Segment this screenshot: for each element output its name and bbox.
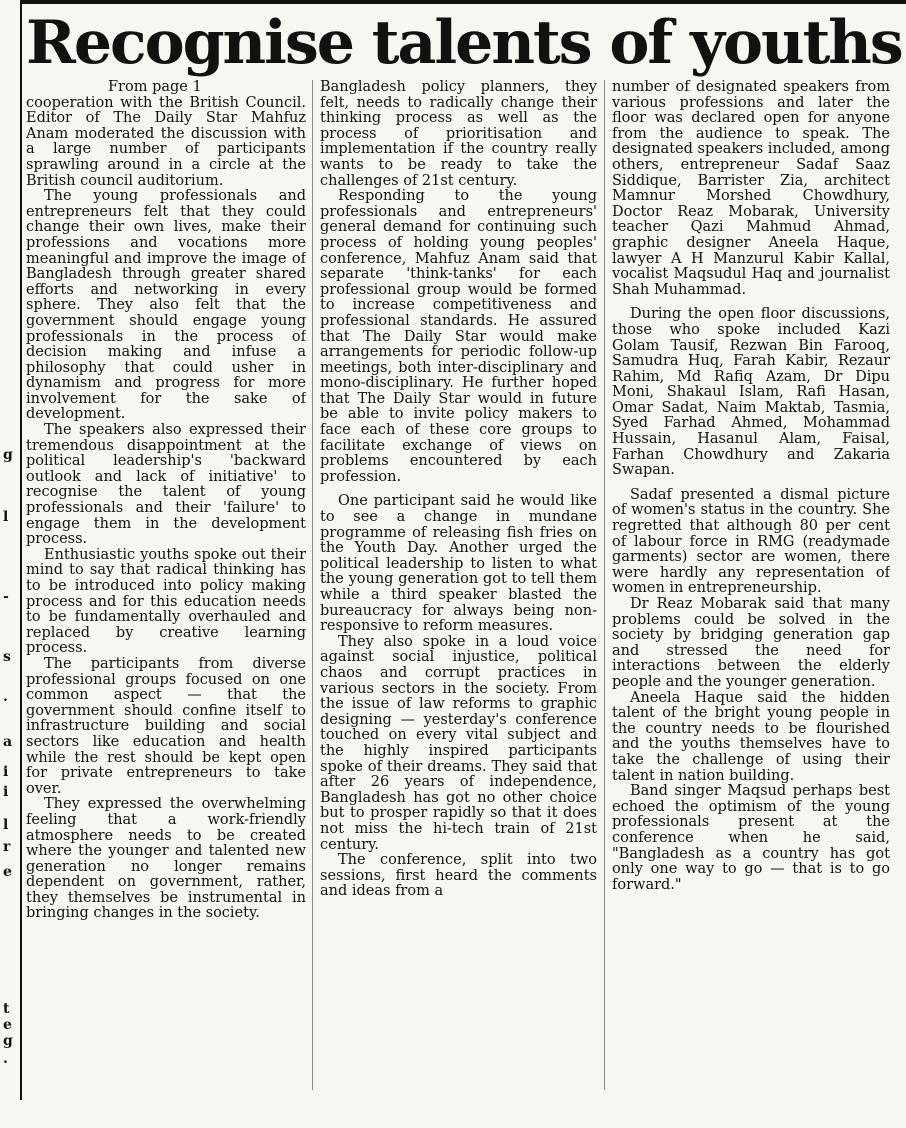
paragraph: The young professionals and entrepreneurs felt that they could change their own lives, make their professions and vocations more meaningful and improve the image of Bangladesh through greater shared efforts and networking in every sphere. They also felt that the government should engage young professionals in the process of decision making and infuse a philosophy that could usher in dynamism and progress for more involvement for the sake of development. <box>26 188 306 423</box>
edge-mark: s <box>3 649 11 665</box>
paragraph: Responding to the young professionals and entrepreneurs' general demand for continuing such process of holding young peoples' conference, Mahfuz Anam said that separate 'think-tanks' for each professional group would be formed to increase competitiveness and professional standards. He assured that The Daily Star would make arrangements for periodic follow-up meetings, both inter-disciplinary and mono-disciplinary. He further hoped that The Daily Star would in future be able to invite policy makers to face each of these core groups to facilitate exchange of views on problems encountered by each profession. <box>320 188 597 485</box>
paragraph: Dr Reaz Mobarak said that many problems could be solved in the society by bridging generation gap and stressed the need for interactions between the elderly people and the younger generation. <box>612 596 890 690</box>
paragraph: One participant said he would like to see a change in mundane programme of releasing fish fries on the Youth Day. Another urged the political leadership to listen to what the young generation got to tell them while a third speaker blasted the bureaucracy for always being non-responsive to reform measures. <box>320 493 597 635</box>
edge-mark: . <box>3 689 8 705</box>
paragraph: During the open floor discussions, those who spoke included Kazi Golam Tausif, Rezwan Bin Farooq, Samudra Huq, Farah Kabir, Rezaur Rahim, Md Rafiq Azam, Dr Dipu Moni, Shakaul Islam, Rafi Hasan, Omar Sadat, Naim Maktab, Tasmia, Syed Farhad Ahmed, Mohammad Hussain, Hasanul Alam, Faisal, Farhan Chowdhury and Zakaria Swapan. <box>612 306 890 479</box>
edge-mark: . <box>3 1051 8 1067</box>
column-divider <box>604 80 605 1090</box>
edge-mark: t <box>3 1001 10 1017</box>
paragraph: They expressed the overwhelming feeling that a work-friendly atmosphere needs to be created where the younger and talented new generation no longer remains dependent on government, rather, they themselves be instrumental in bringing changes in the society. <box>26 796 306 922</box>
edge-mark: a <box>3 734 13 750</box>
paragraph: The participants from diverse professional groups focused on one common aspect — that the government should confine itself to infrastructure building and social sectors like education and health while the rest should be kept open for private entrepreneurs to take over. <box>26 655 306 797</box>
paragraph: number of designated speakers from various professions and later the floor was declared open for anyone from the audience to speak. The designated speakers included, among others, entrepreneur Sadaf Saaz Siddique, Barrister Zia, architect Mamnur Morshed Chowdhury, Doctor Reaz Mobarak, University teacher Qazi Mahmud Ahmad, graphic designer Aneela Haque, lawyer A H Manzurul Kabir Kallal, vocalist Maqsudul Haq and journalist Shah Muhammad. <box>612 80 890 298</box>
article-column-2 <box>320 80 597 1105</box>
article-column-1 <box>26 80 306 1105</box>
edge-mark: e <box>3 864 12 880</box>
adjacent-column-fragments <box>0 440 14 1100</box>
edge-mark: r <box>3 839 11 855</box>
article-column-3 <box>612 80 890 1105</box>
edge-mark: i <box>3 764 9 780</box>
edge-mark: - <box>3 589 9 605</box>
paragraph: Bangladesh policy planners, they felt, needs to radically change their thinking process as well as the process of prioritisation and implementation if the country really wants to be ready to take the challenges of 21st century. <box>320 80 597 189</box>
edge-mark: i <box>3 784 9 800</box>
edge-mark: g <box>3 447 13 463</box>
paragraph: Aneela Haque said the hidden talent of the bright young people in the country needs to be flourished and the youths themselves have to take the challenge of using their talent in nation building. <box>612 689 890 784</box>
paragraph: Enthusiastic youths spoke out their mind to say that radical thinking has to be introduced into policy making process and for this education needs to be fundamentally overhauled and replaced by creative learning process. <box>26 546 306 657</box>
continuation-kicker: From page 1 <box>108 80 202 95</box>
left-rule <box>20 0 22 1100</box>
top-rule <box>20 0 906 4</box>
column-divider <box>312 80 313 1090</box>
edge-mark: l <box>3 817 9 833</box>
paragraph: Band singer Maqsud perhaps best echoed the optimism of the young professionals present at the conference when he said, "Bangladesh as a country has got only one way to go — that is to go forward." <box>612 783 890 893</box>
paragraph: They also spoke in a loud voice against social injustice, political chaos and corrupt practices in various sectors in the society. From the issue of law reforms to graphic designing — yesterday's conference touched on every vital subject and the highly inspired participants spoke of their dreams. They said that after 26 years of independence, Bangladesh has got no other choice but to prosper rapidly so that it does not miss the hi-tech train of 21st century. <box>320 633 597 853</box>
edge-mark: g <box>3 1033 13 1049</box>
paragraph: Sadaf presented a dismal picture of women's status in the country. She regretted that although 80 per cent of labour force in RMG (readymade garments) sector are women, there were hardly any representation of women in entrepreneurship. <box>612 486 890 597</box>
headline: Recognise talents of youths <box>26 8 902 78</box>
edge-mark: l <box>3 509 9 525</box>
paragraph: The speakers also expressed their tremendous disappointment at the political leadership's 'backward outlook and lack of initiative' to recognise the talent of young professionals and their 'failure' to engage them in the development process. <box>26 422 306 548</box>
paragraph: The conference, split into two sessions, first heard the comments and ideas from a <box>320 852 597 900</box>
edge-mark: e <box>3 1017 12 1033</box>
paragraph: cooperation with the British Council. Editor of The Daily Star Mahfuz Anam moderated the discussion with a large number of participants sprawling around in a circle at the British council auditorium. <box>26 94 306 189</box>
